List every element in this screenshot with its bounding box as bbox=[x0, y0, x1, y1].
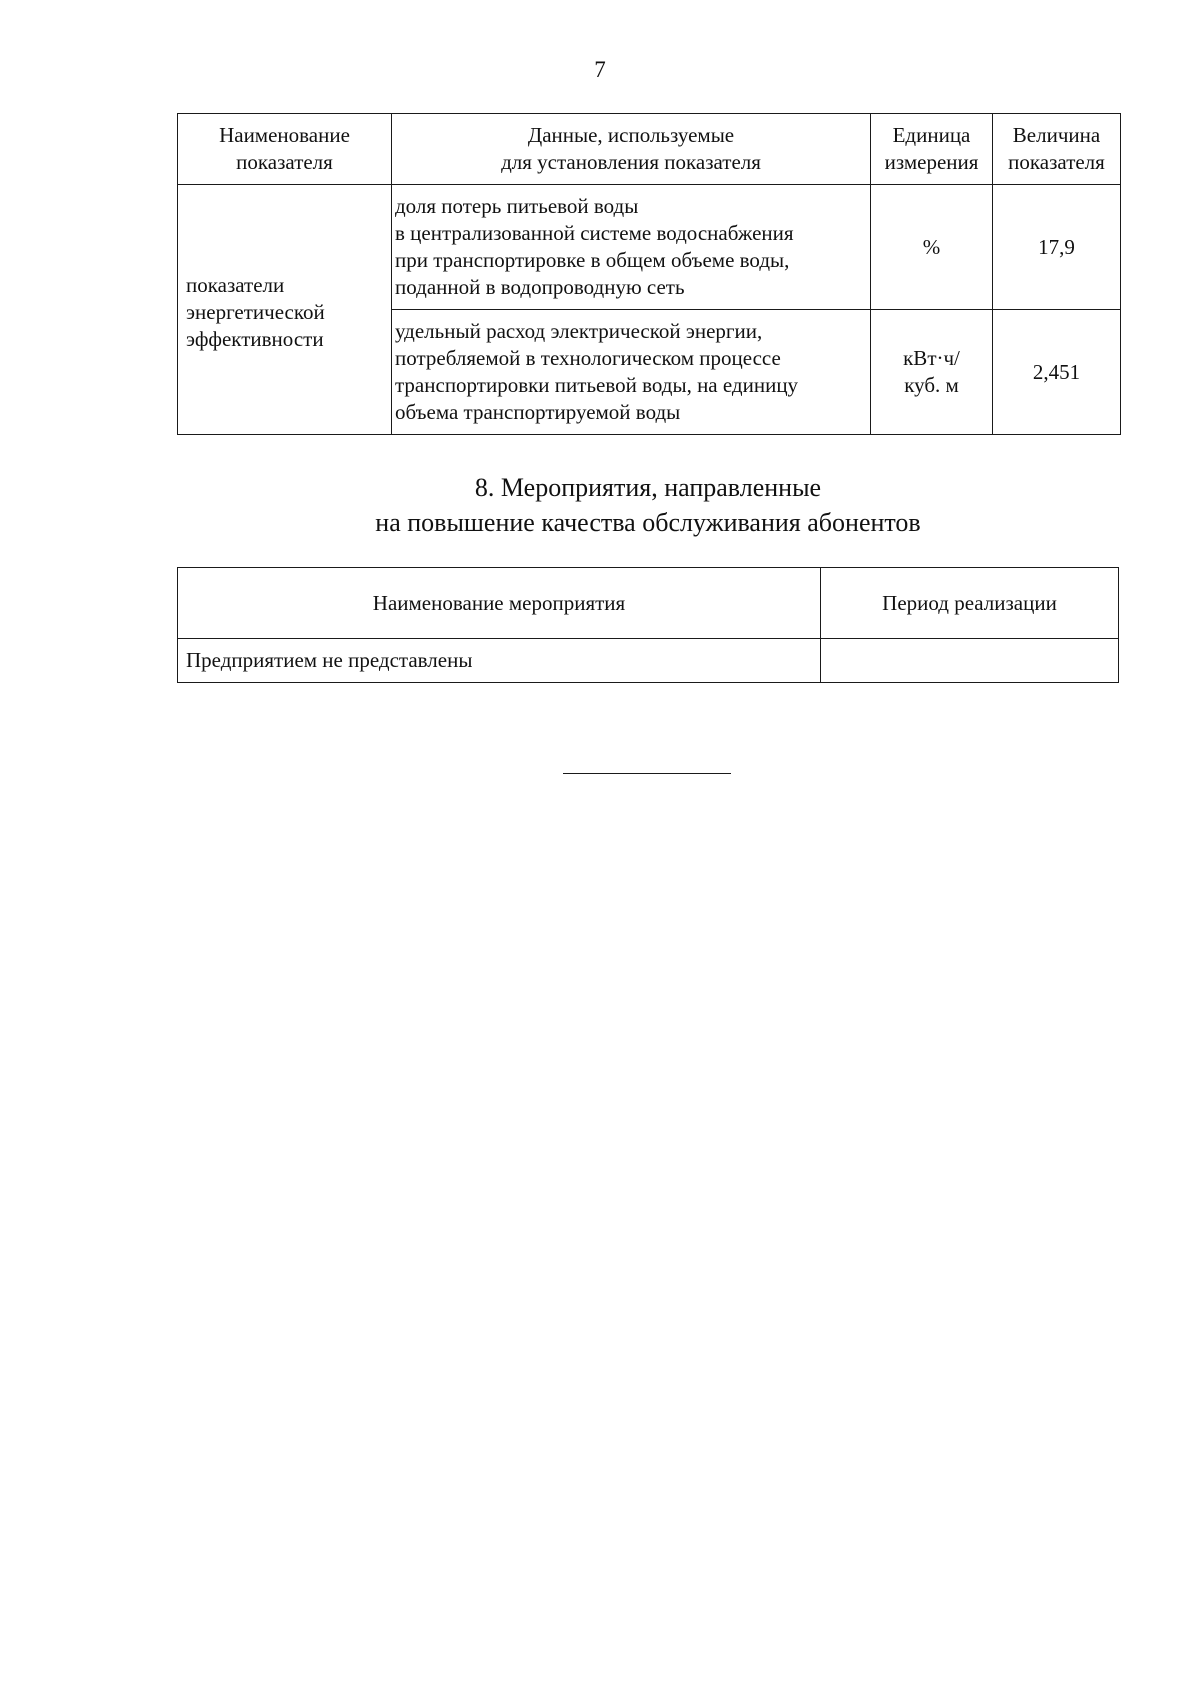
indicators-header-row bbox=[178, 114, 1121, 185]
indicator-unit: % bbox=[871, 185, 993, 310]
activities-header-row bbox=[178, 568, 1119, 639]
header-indicator-data: Данные, используемые для установления показателя bbox=[392, 114, 871, 185]
activity-period bbox=[821, 639, 1119, 683]
table-row bbox=[178, 639, 1119, 683]
table-row bbox=[178, 185, 1121, 310]
activity-name: Предприятием не представлены bbox=[178, 639, 821, 683]
activities-table bbox=[177, 567, 1119, 683]
section-8-title: 8. Мероприятия, направленные на повышение качества обслуживания абонентов bbox=[375, 473, 921, 537]
indicator-unit: кВт·ч/ куб. м bbox=[871, 310, 993, 435]
indicator-value: 17,9 bbox=[993, 185, 1121, 310]
end-divider bbox=[563, 773, 731, 774]
indicators-table bbox=[177, 113, 1121, 435]
header-value: Величина показателя bbox=[993, 114, 1121, 185]
indicator-value: 2,451 bbox=[993, 310, 1121, 435]
header-activity-period: Период реализации bbox=[821, 568, 1119, 639]
section-8-heading bbox=[0, 470, 1200, 540]
indicator-description: доля потерь питьевой воды в централизованной системе водоснабжения при транспортировке в общем объеме воды, поданной в водопроводную сеть bbox=[392, 185, 871, 310]
indicator-description: удельный расход электрической энергии, потребляемой в технологическом процессе транспортировки питьевой воды, на единицу объема транспортируемой воды bbox=[392, 310, 871, 435]
header-activity-name: Наименование мероприятия bbox=[178, 568, 821, 639]
header-unit: Единица измерения bbox=[871, 114, 993, 185]
header-indicator-name: Наименование показателя bbox=[178, 114, 392, 185]
indicator-group-label: показатели энергетической эффективности bbox=[178, 185, 392, 435]
page-number: 7 bbox=[594, 57, 606, 82]
